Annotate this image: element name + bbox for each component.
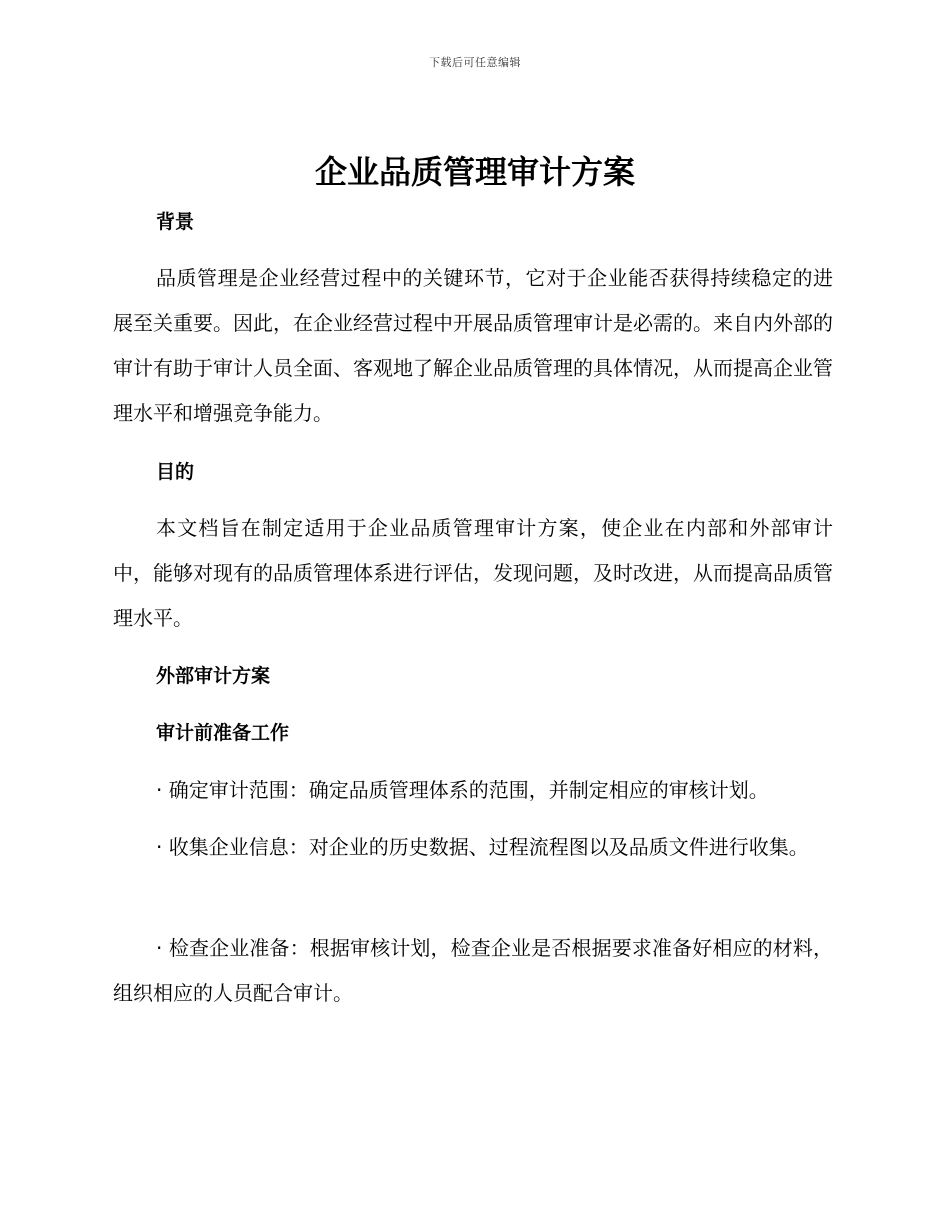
list-item-audit-scope: · 确定审计范围：确定品质管理体系的范围，并制定相应的审核计划。 <box>156 778 769 802</box>
background-heading: 背景 <box>156 211 195 233</box>
document-title: 企业品质管理审计方案 <box>314 153 635 191</box>
purpose-heading: 目的 <box>156 461 195 483</box>
page-header-note: 下载后可任意编辑 <box>429 56 521 69</box>
list-item-collect-info: · 收集企业信息：对企业的历史数据、过程流程图以及品质文件进行收集。 <box>156 835 809 859</box>
audit-prep-heading: 审计前准备工作 <box>156 722 290 744</box>
external-audit-heading: 外部审计方案 <box>156 665 271 687</box>
purpose-paragraph: 本文档旨在制定适用于企业品质管理审计方案，使企业在内部和外部审计中，能够对现有的品质管理体系进行评估，发现问题，及时改进，从而提高品质管理水平。 <box>113 516 833 630</box>
list-item-check-prep: · 检查企业准备：根据审核计划，检查企业是否根据要求准备好相应的材料，组织相应的人员配合审计。 <box>113 936 833 1005</box>
background-paragraph: 品质管理是企业经营过程中的关键环节，它对于企业能否获得持续稳定的进展至关重要。因此，在企业经营过程中开展品质管理审计是必需的。来自内外部的审计有助于审计人员全面、客观地了解企业品质管理的具体情况，从而提高企业管理水平和增强竞争能力。 <box>113 266 833 425</box>
